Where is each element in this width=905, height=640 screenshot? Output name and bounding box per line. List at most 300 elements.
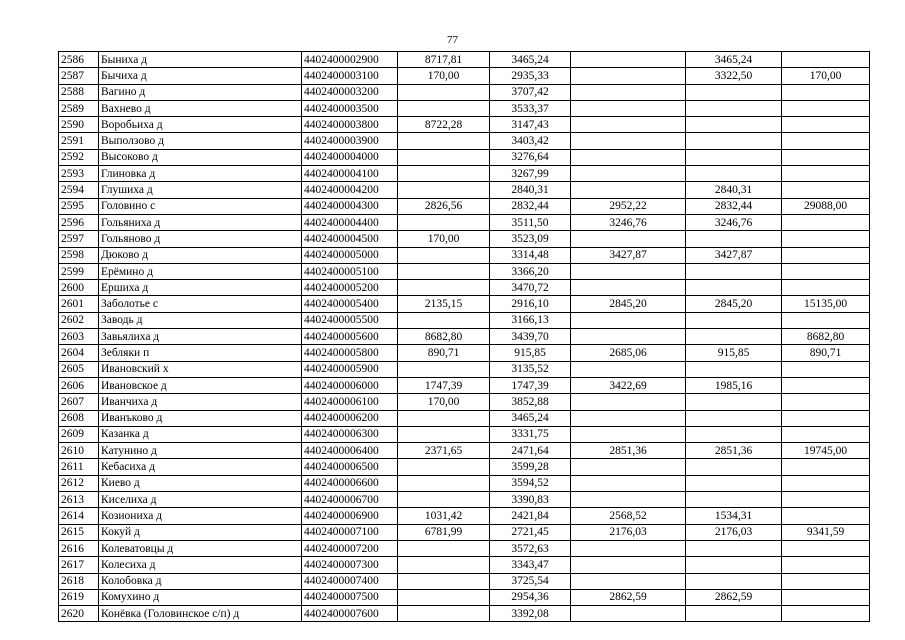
value-col-3 bbox=[571, 280, 686, 296]
oktmo-code: 4402400004300 bbox=[302, 198, 398, 214]
settlement-name: Иванчиха д bbox=[99, 394, 302, 410]
value-col-4: 1985,16 bbox=[686, 377, 782, 393]
value-col-4 bbox=[686, 475, 782, 491]
settlement-name: Гольяново д bbox=[99, 231, 302, 247]
table-row bbox=[59, 100, 870, 116]
row-number: 2609 bbox=[59, 426, 99, 442]
value-col-4 bbox=[686, 117, 782, 133]
value-col-1: 1747,39 bbox=[398, 377, 490, 393]
value-col-2: 3267,99 bbox=[490, 166, 571, 182]
table-row bbox=[59, 182, 870, 198]
value-col-4 bbox=[686, 329, 782, 345]
settlement-name: Колобовка д bbox=[99, 573, 302, 589]
value-col-3 bbox=[571, 100, 686, 116]
table-row bbox=[59, 459, 870, 475]
value-col-2: 3533,37 bbox=[490, 100, 571, 116]
value-col-3: 2845,20 bbox=[571, 296, 686, 312]
oktmo-code: 4402400007500 bbox=[302, 589, 398, 605]
oktmo-code: 4402400005800 bbox=[302, 345, 398, 361]
oktmo-code: 4402400003800 bbox=[302, 117, 398, 133]
value-col-5 bbox=[782, 312, 870, 328]
value-col-2: 2421,84 bbox=[490, 508, 571, 524]
settlement-name: Катунино д bbox=[99, 443, 302, 459]
value-col-2: 3599,28 bbox=[490, 459, 571, 475]
value-col-3 bbox=[571, 492, 686, 508]
table-row bbox=[59, 166, 870, 182]
oktmo-code: 4402400003900 bbox=[302, 133, 398, 149]
table-row bbox=[59, 475, 870, 491]
settlement-name: Колеватовцы д bbox=[99, 540, 302, 556]
value-col-4: 3465,24 bbox=[686, 52, 782, 68]
value-col-4: 3246,76 bbox=[686, 214, 782, 230]
row-number: 2587 bbox=[59, 68, 99, 84]
value-col-2: 2832,44 bbox=[490, 198, 571, 214]
value-col-5: 890,71 bbox=[782, 345, 870, 361]
value-col-3 bbox=[571, 410, 686, 426]
row-number: 2597 bbox=[59, 231, 99, 247]
settlement-name: Завьялиха д bbox=[99, 329, 302, 345]
value-col-1 bbox=[398, 100, 490, 116]
value-col-3 bbox=[571, 68, 686, 84]
value-col-3 bbox=[571, 182, 686, 198]
table-row bbox=[59, 508, 870, 524]
value-col-2: 3135,52 bbox=[490, 361, 571, 377]
value-col-2: 3523,09 bbox=[490, 231, 571, 247]
value-col-3 bbox=[571, 263, 686, 279]
value-col-1 bbox=[398, 573, 490, 589]
value-col-1 bbox=[398, 166, 490, 182]
value-col-4 bbox=[686, 394, 782, 410]
settlement-name: Выползово д bbox=[99, 133, 302, 149]
value-col-2: 3403,42 bbox=[490, 133, 571, 149]
value-col-1 bbox=[398, 312, 490, 328]
row-number: 2599 bbox=[59, 263, 99, 279]
value-col-5 bbox=[782, 361, 870, 377]
value-col-4 bbox=[686, 540, 782, 556]
oktmo-code: 4402400005200 bbox=[302, 280, 398, 296]
value-col-2: 3390,83 bbox=[490, 492, 571, 508]
value-col-1 bbox=[398, 475, 490, 491]
row-number: 2613 bbox=[59, 492, 99, 508]
value-col-5 bbox=[782, 394, 870, 410]
value-col-5 bbox=[782, 214, 870, 230]
value-col-1: 1031,42 bbox=[398, 508, 490, 524]
oktmo-code: 4402400005000 bbox=[302, 247, 398, 263]
settlement-value-table bbox=[58, 51, 870, 622]
table-row bbox=[59, 573, 870, 589]
row-number: 2614 bbox=[59, 508, 99, 524]
table-row bbox=[59, 52, 870, 68]
value-col-4 bbox=[686, 100, 782, 116]
oktmo-code: 4402400005400 bbox=[302, 296, 398, 312]
settlement-name: Ивановское д bbox=[99, 377, 302, 393]
value-col-3: 2952,22 bbox=[571, 198, 686, 214]
value-col-4: 2845,20 bbox=[686, 296, 782, 312]
settlement-name: Кокуй д bbox=[99, 524, 302, 540]
value-col-4 bbox=[686, 280, 782, 296]
value-col-2: 2954,36 bbox=[490, 589, 571, 605]
table-row bbox=[59, 492, 870, 508]
value-col-4: 2840,31 bbox=[686, 182, 782, 198]
row-number: 2593 bbox=[59, 166, 99, 182]
value-col-3 bbox=[571, 361, 686, 377]
value-col-1 bbox=[398, 182, 490, 198]
settlement-name: Козиониха д bbox=[99, 508, 302, 524]
oktmo-code: 4402400006700 bbox=[302, 492, 398, 508]
value-col-1: 6781,99 bbox=[398, 524, 490, 540]
value-col-1 bbox=[398, 492, 490, 508]
settlement-name: Глушиха д bbox=[99, 182, 302, 198]
settlement-name: Конёвка (Головинское с/п) д bbox=[99, 606, 302, 622]
oktmo-code: 4402400005100 bbox=[302, 263, 398, 279]
value-col-5 bbox=[782, 540, 870, 556]
oktmo-code: 4402400006300 bbox=[302, 426, 398, 442]
value-col-4: 2176,03 bbox=[686, 524, 782, 540]
oktmo-code: 4402400004100 bbox=[302, 166, 398, 182]
value-col-4: 2832,44 bbox=[686, 198, 782, 214]
row-number: 2612 bbox=[59, 475, 99, 491]
value-col-1 bbox=[398, 540, 490, 556]
value-col-3 bbox=[571, 117, 686, 133]
table-row bbox=[59, 198, 870, 214]
value-col-3 bbox=[571, 394, 686, 410]
value-col-4 bbox=[686, 231, 782, 247]
value-col-1 bbox=[398, 247, 490, 263]
value-col-5: 9341,59 bbox=[782, 524, 870, 540]
value-col-4 bbox=[686, 606, 782, 622]
value-col-3 bbox=[571, 149, 686, 165]
table-row bbox=[59, 247, 870, 263]
value-col-2: 2840,31 bbox=[490, 182, 571, 198]
value-col-2: 3276,64 bbox=[490, 149, 571, 165]
value-col-4: 1534,31 bbox=[686, 508, 782, 524]
value-col-4: 915,85 bbox=[686, 345, 782, 361]
table-row bbox=[59, 426, 870, 442]
value-col-1 bbox=[398, 459, 490, 475]
value-col-1: 8682,80 bbox=[398, 329, 490, 345]
value-col-4 bbox=[686, 492, 782, 508]
row-number: 2601 bbox=[59, 296, 99, 312]
settlement-name: Ершиха д bbox=[99, 280, 302, 296]
value-col-5 bbox=[782, 133, 870, 149]
value-col-5 bbox=[782, 247, 870, 263]
table-row bbox=[59, 312, 870, 328]
oktmo-code: 4402400003200 bbox=[302, 84, 398, 100]
value-col-3 bbox=[571, 426, 686, 442]
settlement-name: Казанка д bbox=[99, 426, 302, 442]
settlement-name: Заводь д bbox=[99, 312, 302, 328]
value-col-4 bbox=[686, 133, 782, 149]
value-col-2: 3465,24 bbox=[490, 52, 571, 68]
table-row bbox=[59, 394, 870, 410]
settlement-name: Колесиха д bbox=[99, 557, 302, 573]
table-row bbox=[59, 589, 870, 605]
value-col-5 bbox=[782, 231, 870, 247]
value-col-2: 915,85 bbox=[490, 345, 571, 361]
value-col-3: 2862,59 bbox=[571, 589, 686, 605]
oktmo-code: 4402400007100 bbox=[302, 524, 398, 540]
value-col-1 bbox=[398, 149, 490, 165]
value-col-3: 2176,03 bbox=[571, 524, 686, 540]
row-number: 2598 bbox=[59, 247, 99, 263]
value-col-1: 8722,28 bbox=[398, 117, 490, 133]
value-col-4: 3427,87 bbox=[686, 247, 782, 263]
oktmo-code: 4402400006200 bbox=[302, 410, 398, 426]
oktmo-code: 4402400005500 bbox=[302, 312, 398, 328]
table-row bbox=[59, 361, 870, 377]
row-number: 2617 bbox=[59, 557, 99, 573]
row-number: 2618 bbox=[59, 573, 99, 589]
row-number: 2596 bbox=[59, 214, 99, 230]
value-col-5 bbox=[782, 475, 870, 491]
value-col-1: 170,00 bbox=[398, 394, 490, 410]
value-col-4 bbox=[686, 459, 782, 475]
table-row bbox=[59, 68, 870, 84]
value-col-5 bbox=[782, 84, 870, 100]
value-col-3 bbox=[571, 573, 686, 589]
value-col-1 bbox=[398, 361, 490, 377]
value-col-1: 8717,81 bbox=[398, 52, 490, 68]
value-col-5 bbox=[782, 182, 870, 198]
value-col-1 bbox=[398, 606, 490, 622]
value-col-5 bbox=[782, 492, 870, 508]
value-col-5 bbox=[782, 100, 870, 116]
value-col-1 bbox=[398, 133, 490, 149]
settlement-name: Заболотье с bbox=[99, 296, 302, 312]
row-number: 2590 bbox=[59, 117, 99, 133]
settlement-name: Воробьиха д bbox=[99, 117, 302, 133]
oktmo-code: 4402400004500 bbox=[302, 231, 398, 247]
value-col-1: 2826,56 bbox=[398, 198, 490, 214]
settlement-name: Киево д bbox=[99, 475, 302, 491]
value-col-4: 2851,36 bbox=[686, 443, 782, 459]
table-row bbox=[59, 149, 870, 165]
value-col-1 bbox=[398, 280, 490, 296]
table-row bbox=[59, 280, 870, 296]
value-col-5 bbox=[782, 508, 870, 524]
value-col-5 bbox=[782, 606, 870, 622]
value-col-5 bbox=[782, 280, 870, 296]
value-col-3: 2851,36 bbox=[571, 443, 686, 459]
table-row bbox=[59, 540, 870, 556]
oktmo-code: 4402400006500 bbox=[302, 459, 398, 475]
value-col-4 bbox=[686, 312, 782, 328]
settlement-name: Ивановский х bbox=[99, 361, 302, 377]
oktmo-code: 4402400007400 bbox=[302, 573, 398, 589]
value-col-3: 3246,76 bbox=[571, 214, 686, 230]
oktmo-code: 4402400005600 bbox=[302, 329, 398, 345]
settlement-name: Высоково д bbox=[99, 149, 302, 165]
settlement-name: Комухино д bbox=[99, 589, 302, 605]
row-number: 2611 bbox=[59, 459, 99, 475]
value-col-2: 3343,47 bbox=[490, 557, 571, 573]
value-col-3: 3422,69 bbox=[571, 377, 686, 393]
value-col-4: 3322,50 bbox=[686, 68, 782, 84]
oktmo-code: 4402400006000 bbox=[302, 377, 398, 393]
settlement-name: Иванъково д bbox=[99, 410, 302, 426]
value-col-4 bbox=[686, 149, 782, 165]
value-col-1: 2371,65 bbox=[398, 443, 490, 459]
settlement-name: Вахнево д bbox=[99, 100, 302, 116]
table-row bbox=[59, 557, 870, 573]
settlement-name: Зебляки п bbox=[99, 345, 302, 361]
value-col-3 bbox=[571, 312, 686, 328]
settlement-name: Кебасиха д bbox=[99, 459, 302, 475]
value-col-1: 170,00 bbox=[398, 231, 490, 247]
value-col-4 bbox=[686, 84, 782, 100]
oktmo-code: 4402400003100 bbox=[302, 68, 398, 84]
settlement-name: Киселиха д bbox=[99, 492, 302, 508]
row-number: 2586 bbox=[59, 52, 99, 68]
row-number: 2615 bbox=[59, 524, 99, 540]
oktmo-code: 4402400007300 bbox=[302, 557, 398, 573]
row-number: 2620 bbox=[59, 606, 99, 622]
value-col-1 bbox=[398, 84, 490, 100]
settlement-name: Головино с bbox=[99, 198, 302, 214]
value-col-2: 3439,70 bbox=[490, 329, 571, 345]
settlement-name: Глиновка д bbox=[99, 166, 302, 182]
value-col-4 bbox=[686, 361, 782, 377]
oktmo-code: 4402400007600 bbox=[302, 606, 398, 622]
row-number: 2591 bbox=[59, 133, 99, 149]
value-col-4 bbox=[686, 263, 782, 279]
oktmo-code: 4402400004000 bbox=[302, 149, 398, 165]
value-col-1 bbox=[398, 589, 490, 605]
value-col-5: 19745,00 bbox=[782, 443, 870, 459]
row-number: 2605 bbox=[59, 361, 99, 377]
value-col-5: 8682,80 bbox=[782, 329, 870, 345]
value-col-2: 3166,13 bbox=[490, 312, 571, 328]
value-col-2: 3314,48 bbox=[490, 247, 571, 263]
value-col-1 bbox=[398, 557, 490, 573]
value-col-5 bbox=[782, 263, 870, 279]
row-number: 2592 bbox=[59, 149, 99, 165]
value-col-1: 890,71 bbox=[398, 345, 490, 361]
value-col-5 bbox=[782, 117, 870, 133]
table-row bbox=[59, 410, 870, 426]
value-col-3 bbox=[571, 557, 686, 573]
row-number: 2608 bbox=[59, 410, 99, 426]
oktmo-code: 4402400004400 bbox=[302, 214, 398, 230]
row-number: 2588 bbox=[59, 84, 99, 100]
value-col-3: 3427,87 bbox=[571, 247, 686, 263]
value-col-5: 29088,00 bbox=[782, 198, 870, 214]
row-number: 2600 bbox=[59, 280, 99, 296]
table-row bbox=[59, 606, 870, 622]
value-col-3 bbox=[571, 84, 686, 100]
table-row bbox=[59, 133, 870, 149]
value-col-4 bbox=[686, 410, 782, 426]
value-col-5 bbox=[782, 410, 870, 426]
table-row bbox=[59, 263, 870, 279]
row-number: 2606 bbox=[59, 377, 99, 393]
value-col-5 bbox=[782, 573, 870, 589]
value-col-2: 3392,08 bbox=[490, 606, 571, 622]
value-col-3 bbox=[571, 166, 686, 182]
value-col-3 bbox=[571, 459, 686, 475]
table-row bbox=[59, 524, 870, 540]
value-col-5 bbox=[782, 589, 870, 605]
value-col-5: 170,00 bbox=[782, 68, 870, 84]
value-col-2: 3465,24 bbox=[490, 410, 571, 426]
value-col-4: 2862,59 bbox=[686, 589, 782, 605]
value-col-2: 2471,64 bbox=[490, 443, 571, 459]
value-col-2: 3707,42 bbox=[490, 84, 571, 100]
value-col-3 bbox=[571, 540, 686, 556]
table-row bbox=[59, 377, 870, 393]
value-col-3 bbox=[571, 329, 686, 345]
value-col-3 bbox=[571, 231, 686, 247]
value-col-2: 3511,50 bbox=[490, 214, 571, 230]
table-row bbox=[59, 231, 870, 247]
value-col-2: 3852,88 bbox=[490, 394, 571, 410]
value-col-5 bbox=[782, 426, 870, 442]
table-row bbox=[59, 329, 870, 345]
value-col-1 bbox=[398, 263, 490, 279]
page-number: 77 bbox=[447, 34, 458, 46]
row-number: 2607 bbox=[59, 394, 99, 410]
value-col-4 bbox=[686, 166, 782, 182]
oktmo-code: 4402400006400 bbox=[302, 443, 398, 459]
settlement-name: Ерёмино д bbox=[99, 263, 302, 279]
value-col-5 bbox=[782, 459, 870, 475]
settlement-name: Бычиха д bbox=[99, 68, 302, 84]
row-number: 2589 bbox=[59, 100, 99, 116]
value-col-3 bbox=[571, 606, 686, 622]
value-col-5 bbox=[782, 149, 870, 165]
oktmo-code: 4402400003500 bbox=[302, 100, 398, 116]
value-col-3: 2568,52 bbox=[571, 508, 686, 524]
value-col-5: 15135,00 bbox=[782, 296, 870, 312]
oktmo-code: 4402400007200 bbox=[302, 540, 398, 556]
value-col-2: 2916,10 bbox=[490, 296, 571, 312]
value-col-2: 1747,39 bbox=[490, 377, 571, 393]
value-col-2: 3366,20 bbox=[490, 263, 571, 279]
value-col-1 bbox=[398, 214, 490, 230]
row-number: 2603 bbox=[59, 329, 99, 345]
table-row bbox=[59, 117, 870, 133]
value-col-5 bbox=[782, 557, 870, 573]
value-col-5 bbox=[782, 377, 870, 393]
table-row bbox=[59, 443, 870, 459]
row-number: 2619 bbox=[59, 589, 99, 605]
row-number: 2610 bbox=[59, 443, 99, 459]
value-col-2: 3725,54 bbox=[490, 573, 571, 589]
table-row bbox=[59, 345, 870, 361]
table-row bbox=[59, 214, 870, 230]
oktmo-code: 4402400006100 bbox=[302, 394, 398, 410]
value-col-4 bbox=[686, 426, 782, 442]
row-number: 2616 bbox=[59, 540, 99, 556]
value-col-2: 3594,52 bbox=[490, 475, 571, 491]
value-col-5 bbox=[782, 166, 870, 182]
value-col-2: 3572,63 bbox=[490, 540, 571, 556]
table-body bbox=[59, 52, 870, 622]
settlement-name: Дюково д bbox=[99, 247, 302, 263]
value-col-3: 2685,06 bbox=[571, 345, 686, 361]
oktmo-code: 4402400006600 bbox=[302, 475, 398, 491]
value-col-3 bbox=[571, 475, 686, 491]
value-col-3 bbox=[571, 52, 686, 68]
value-col-4 bbox=[686, 573, 782, 589]
oktmo-code: 4402400002900 bbox=[302, 52, 398, 68]
row-number: 2604 bbox=[59, 345, 99, 361]
row-number: 2595 bbox=[59, 198, 99, 214]
oktmo-code: 4402400005900 bbox=[302, 361, 398, 377]
value-col-2: 2721,45 bbox=[490, 524, 571, 540]
oktmo-code: 4402400006900 bbox=[302, 508, 398, 524]
value-col-2: 3147,43 bbox=[490, 117, 571, 133]
